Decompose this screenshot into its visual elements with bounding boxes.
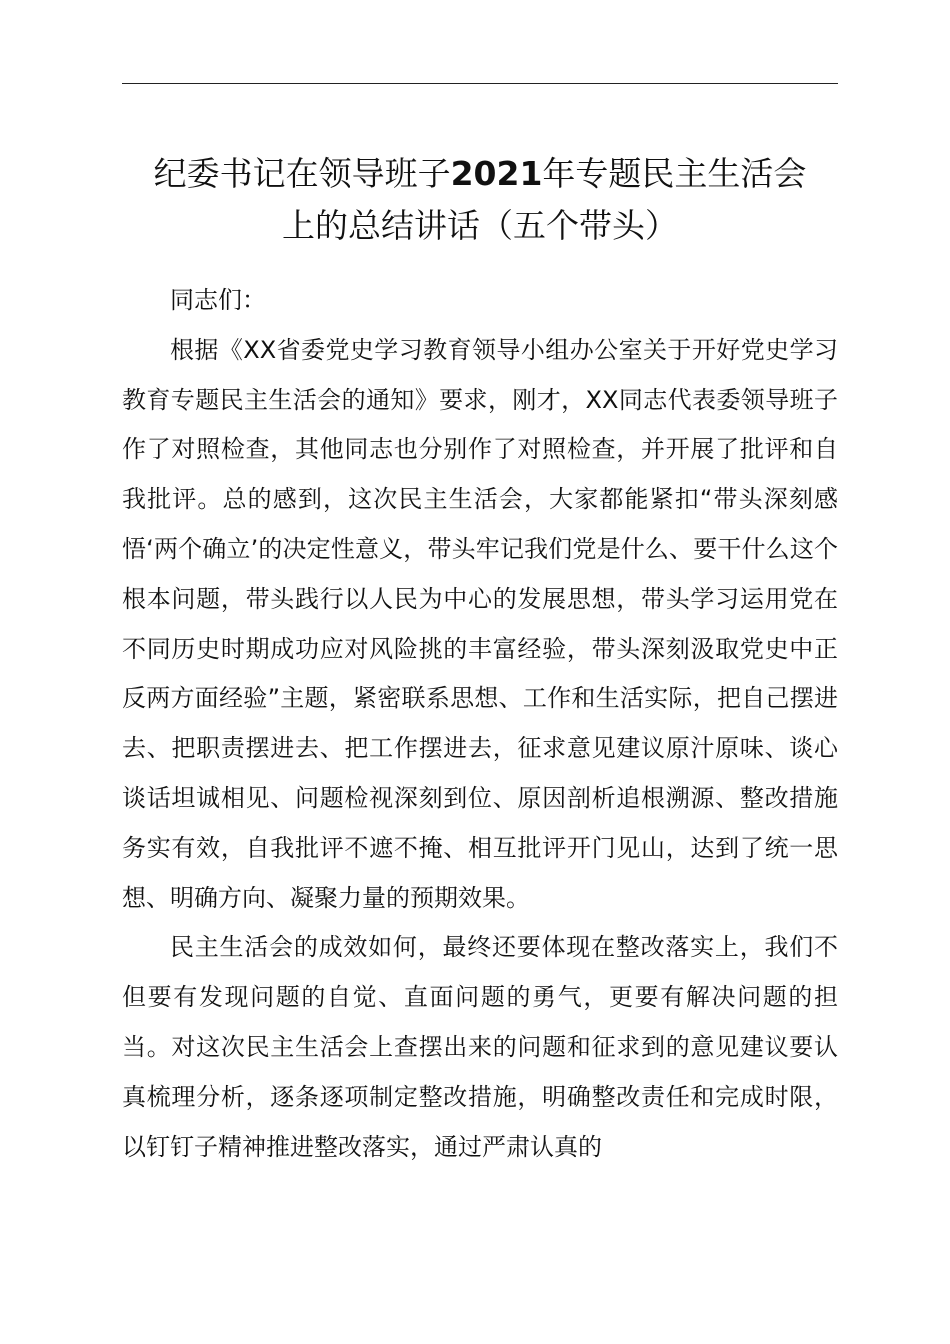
salutation: 同志们： <box>170 286 266 314</box>
document-title <box>100 148 860 252</box>
paragraph-1: 根据《XX省委党史学习教育领导小组办公室关于开好党史学习教育专题民主生活会的通知》要求，刚才，XX同志代表委领导班子作了对照检查，其他同志也分别作了对照检查，并开展了批评和自我批评。总的感到，这次民主生活会，大家都能紧扣“带头深刻感悟‘两个确立’的决定性意义，带头牢记我们党是什么、要干什么这个根本问题，带头践行以人民为中心的发展思想，带头学习运用党在不同历史时期成功应对风险挑的丰富经验，带头深刻汲取党史中正反两方面经验”主题，紧密联系思想、工作和生活实际，把自己摆进去、把职责摆进去、把工作摆进去，征求意见建议原汁原味、谈心谈话坦诚相见、问题检视深刻到位、原因剖析追根溯源、整改措施务实有效，自我批评不遮不掩、相互批评开门见山，达到了统一思想、明确方向、凝聚力量的预期效果。 <box>122 335 838 912</box>
title-prefix: 纪委书记在领导班子 <box>153 154 451 193</box>
header-rule <box>122 83 838 84</box>
title-line-1 <box>100 148 860 200</box>
title-suffix: 年专题民主生活会 <box>542 154 807 193</box>
paragraph-2: 民主生活会的成效如何，最终还要体现在整改落实上，我们不但要有发现问题的自觉、直面问题的勇气，更要有解决问题的担当。对这次民主生活会上查摆出来的问题和征求到的意见建议要认真梳理分析，逐条逐项制定整改措施，明确整改责任和完成时限，以钉钉子精神推进整改落实，通过严肃认真的 <box>122 933 838 1161</box>
title-line-2: 上的总结讲话（五个带头） <box>282 206 678 245</box>
document-body <box>122 276 838 1172</box>
title-year: 2021 <box>450 154 543 193</box>
